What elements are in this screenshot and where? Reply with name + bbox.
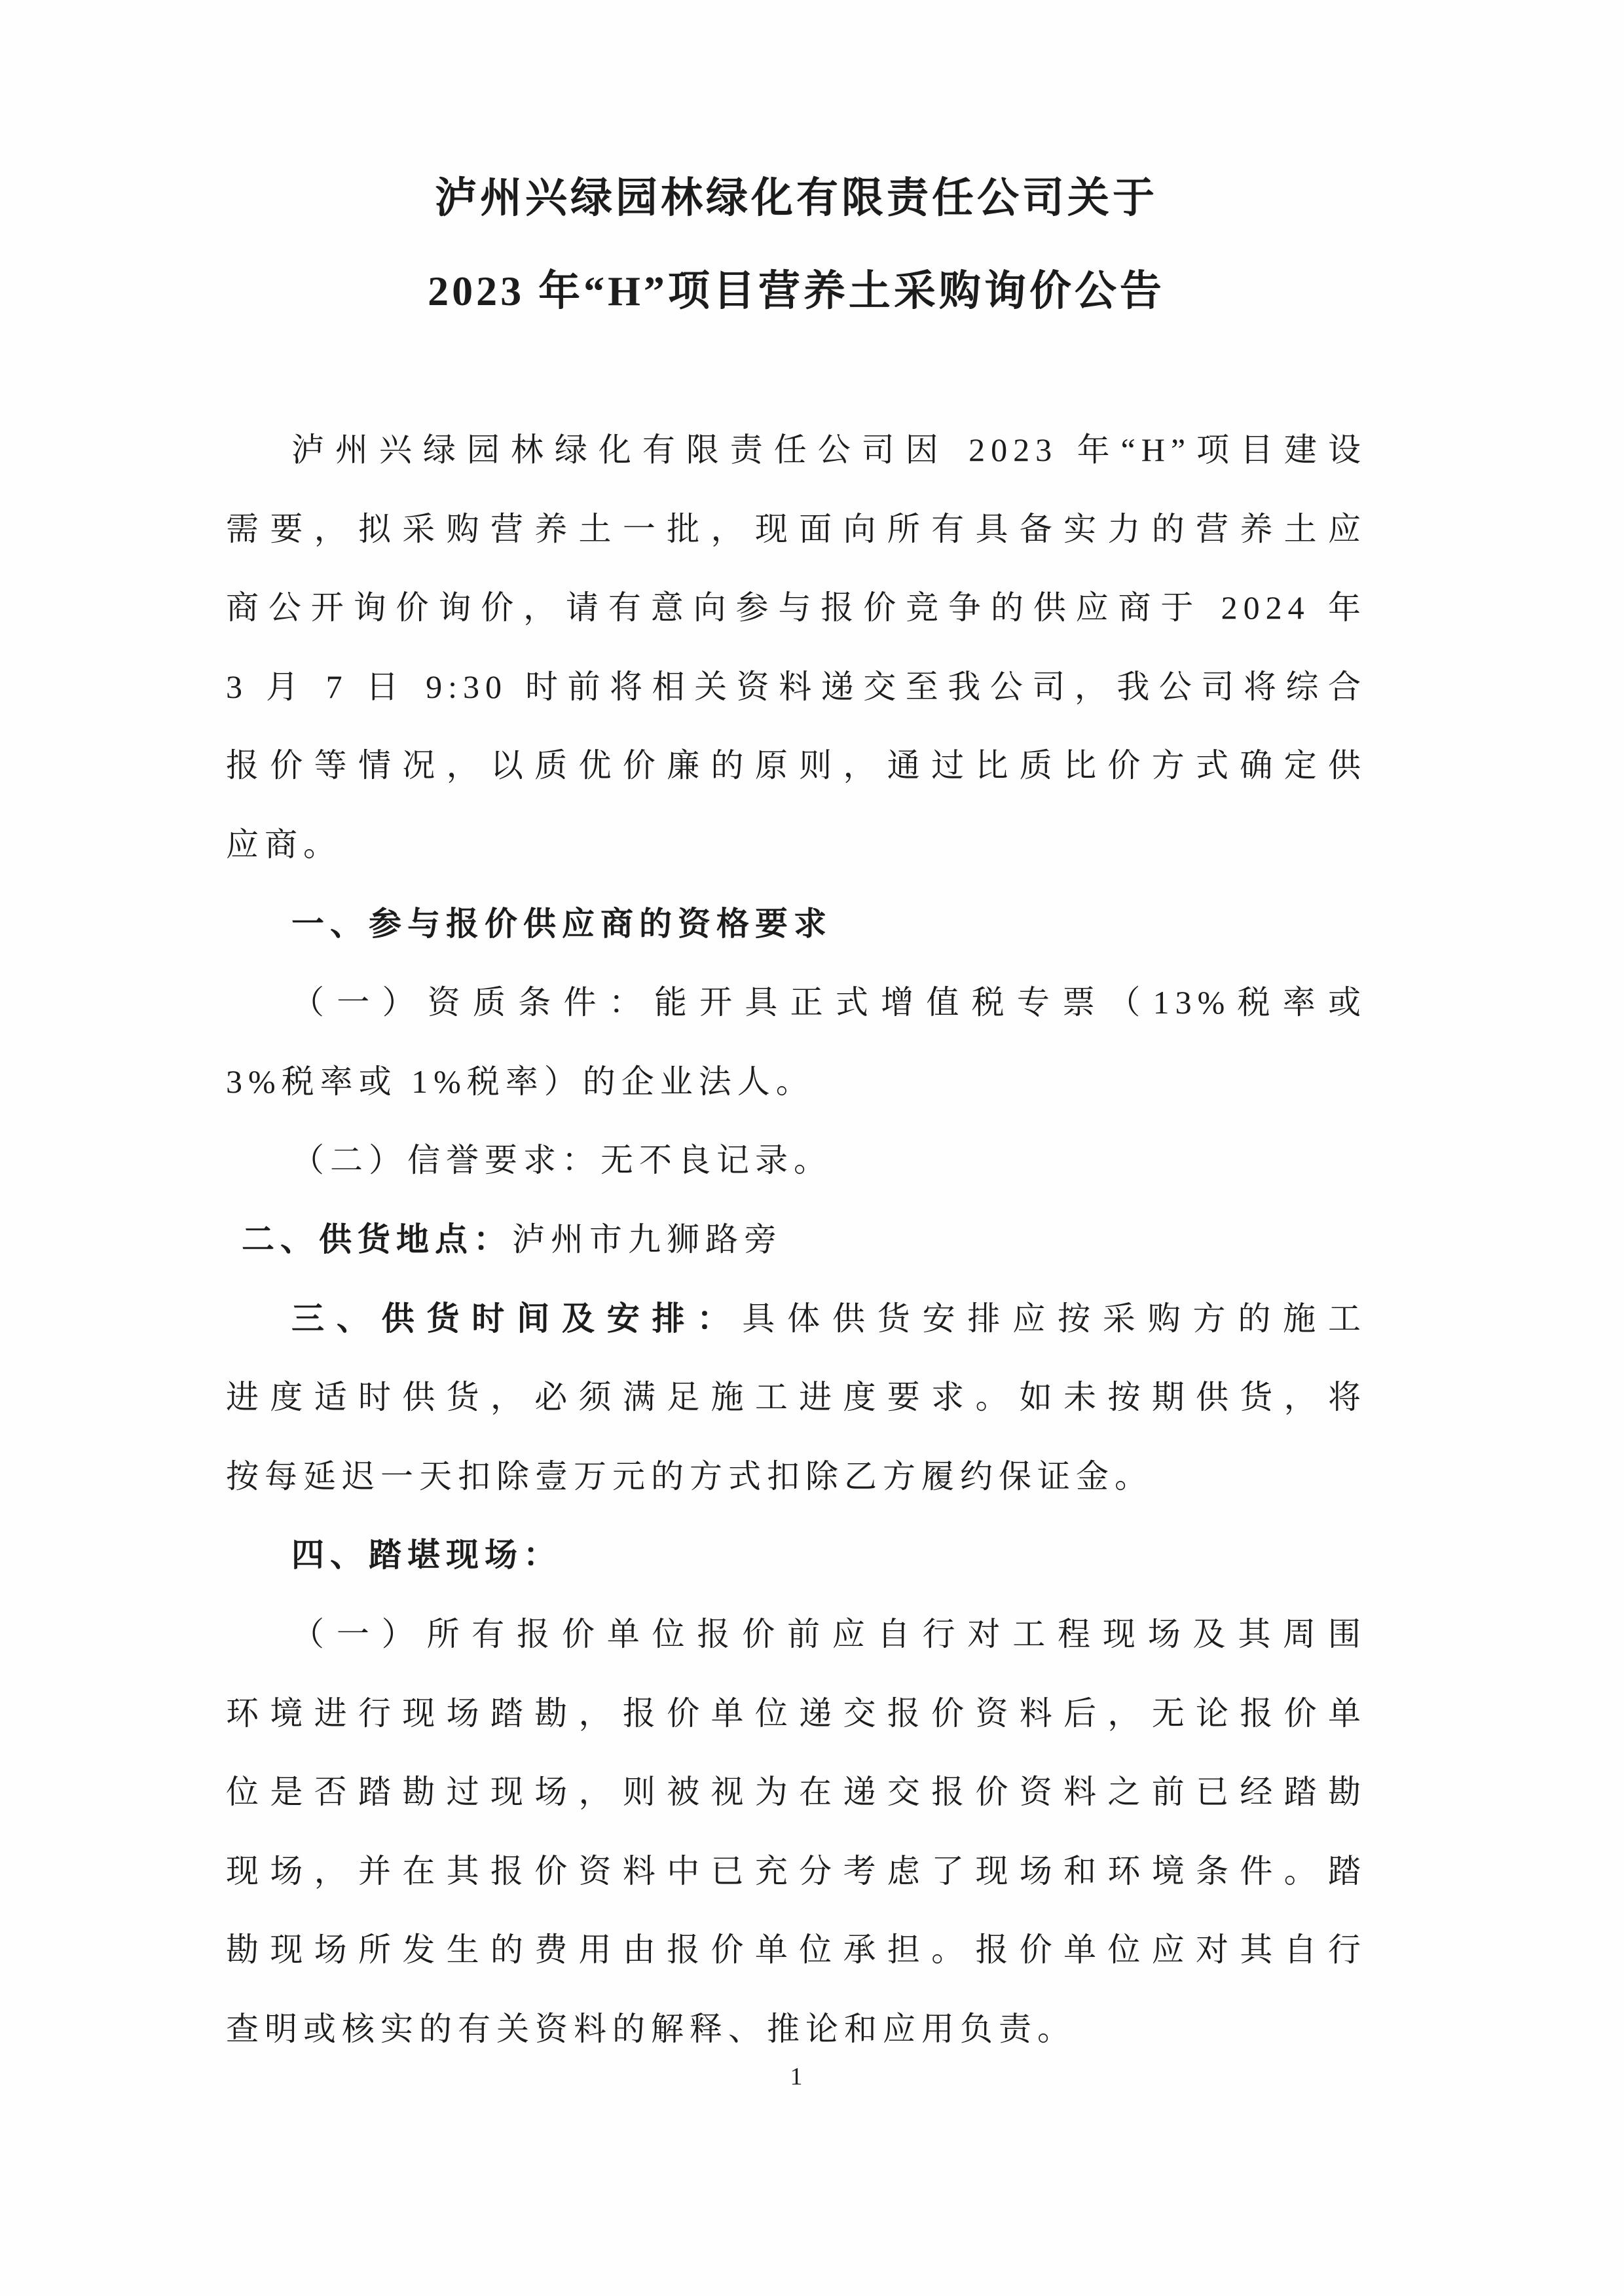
text-segment: 勘现场所发生的费用由报价单位承担。报价单位应对其自行	[226, 1931, 1367, 1969]
text-segment: 泸州市九狮路旁	[512, 1220, 783, 1258]
paragraph-text-line	[226, 1910, 1367, 1990]
paragraph-text-line	[226, 805, 1367, 884]
paragraph-text-line	[226, 1832, 1367, 1911]
paragraph-text-line	[226, 647, 1367, 727]
title-line-2: 2023 年“H”项目营养土采购询价公告	[428, 268, 1165, 314]
paragraph-text-line	[226, 963, 1367, 1042]
paragraph-text-line	[226, 1990, 1367, 2069]
text-segment: （一）资质条件：能开具正式增值税专票（13%税率或	[291, 984, 1367, 1021]
page-number: 1	[790, 2063, 803, 2090]
paragraph-text-line	[226, 410, 1367, 490]
section-heading-line	[226, 884, 1367, 964]
paragraph-text-line	[226, 1042, 1367, 1121]
paragraph-text-line	[226, 1121, 1367, 1200]
text-segment: 环境进行现场踏勘，报价单位递交报价资料后，无论报价单	[226, 1694, 1367, 1732]
bold-text-segment: 三、供货时间及安排：	[291, 1300, 743, 1337]
section-heading-line	[226, 1279, 1367, 1358]
paragraph-text-line	[226, 490, 1367, 569]
paragraph-text-line	[226, 1595, 1367, 1674]
text-segment: 商公开询价询价，请有意向参与报价竞争的供应商于 2024 年	[226, 589, 1367, 627]
text-segment: 应商。	[226, 826, 342, 863]
text-segment: 按每延迟一天扣除壹万元的方式扣除乙方履约保证金。	[226, 1457, 1153, 1495]
section-heading-line	[226, 1200, 1367, 1279]
text-segment: （一）所有报价单位报价前应自行对工程现场及其周围	[291, 1615, 1367, 1652]
document-title	[226, 152, 1367, 338]
text-segment: 具体供货安排应按采购方的施工	[742, 1300, 1367, 1337]
text-segment: 报价等情况，以质优价廉的原则，通过比质比价方式确定供	[226, 747, 1367, 784]
paragraph-text-line	[226, 1358, 1367, 1437]
title-line-1: 泸州兴绿园林绿化有限责任公司关于	[435, 175, 1158, 221]
text-segment: 位是否踏勘过现场，则被视为在递交报价资料之前已经踏勘	[226, 1774, 1367, 1811]
text-segment: 现场，并在其报价资料中已充分考虑了现场和环境条件。踏	[226, 1852, 1367, 1889]
text-segment: 3%税率或 1%税率）的企业法人。	[226, 1063, 815, 1100]
document-body	[226, 410, 1367, 2068]
paragraph-text-line	[226, 568, 1367, 647]
text-segment: 泸州兴绿园林绿化有限责任公司因 2023 年“H”项目建设	[291, 431, 1367, 468]
text-segment: 3 月 7 日 9:30 时前将相关资料递交至我公司，我公司将综合	[226, 668, 1367, 705]
bold-text-segment: 二、供货地点：	[242, 1220, 512, 1258]
section-heading-line	[226, 1516, 1367, 1595]
text-segment: 进度适时供货，必须满足施工进度要求。如未按期供货，将	[226, 1379, 1367, 1416]
paragraph-text-line	[226, 1437, 1367, 1516]
text-segment: （二）信誉要求：无不良记录。	[291, 1142, 832, 1179]
paragraph-text-line	[226, 1674, 1367, 1753]
text-segment: 查明或核实的有关资料的解释、推论和应用负责。	[226, 2010, 1076, 2047]
bold-text-segment: 一、参与报价供应商的资格要求	[291, 905, 832, 942]
text-segment: 需要，拟采购营养土一批，现面向所有具备实力的营养土应	[226, 510, 1367, 547]
paragraph-text-line	[226, 726, 1367, 805]
paragraph-text-line	[226, 1753, 1367, 1832]
bold-text-segment: 四、踏堪现场：	[291, 1537, 562, 1574]
